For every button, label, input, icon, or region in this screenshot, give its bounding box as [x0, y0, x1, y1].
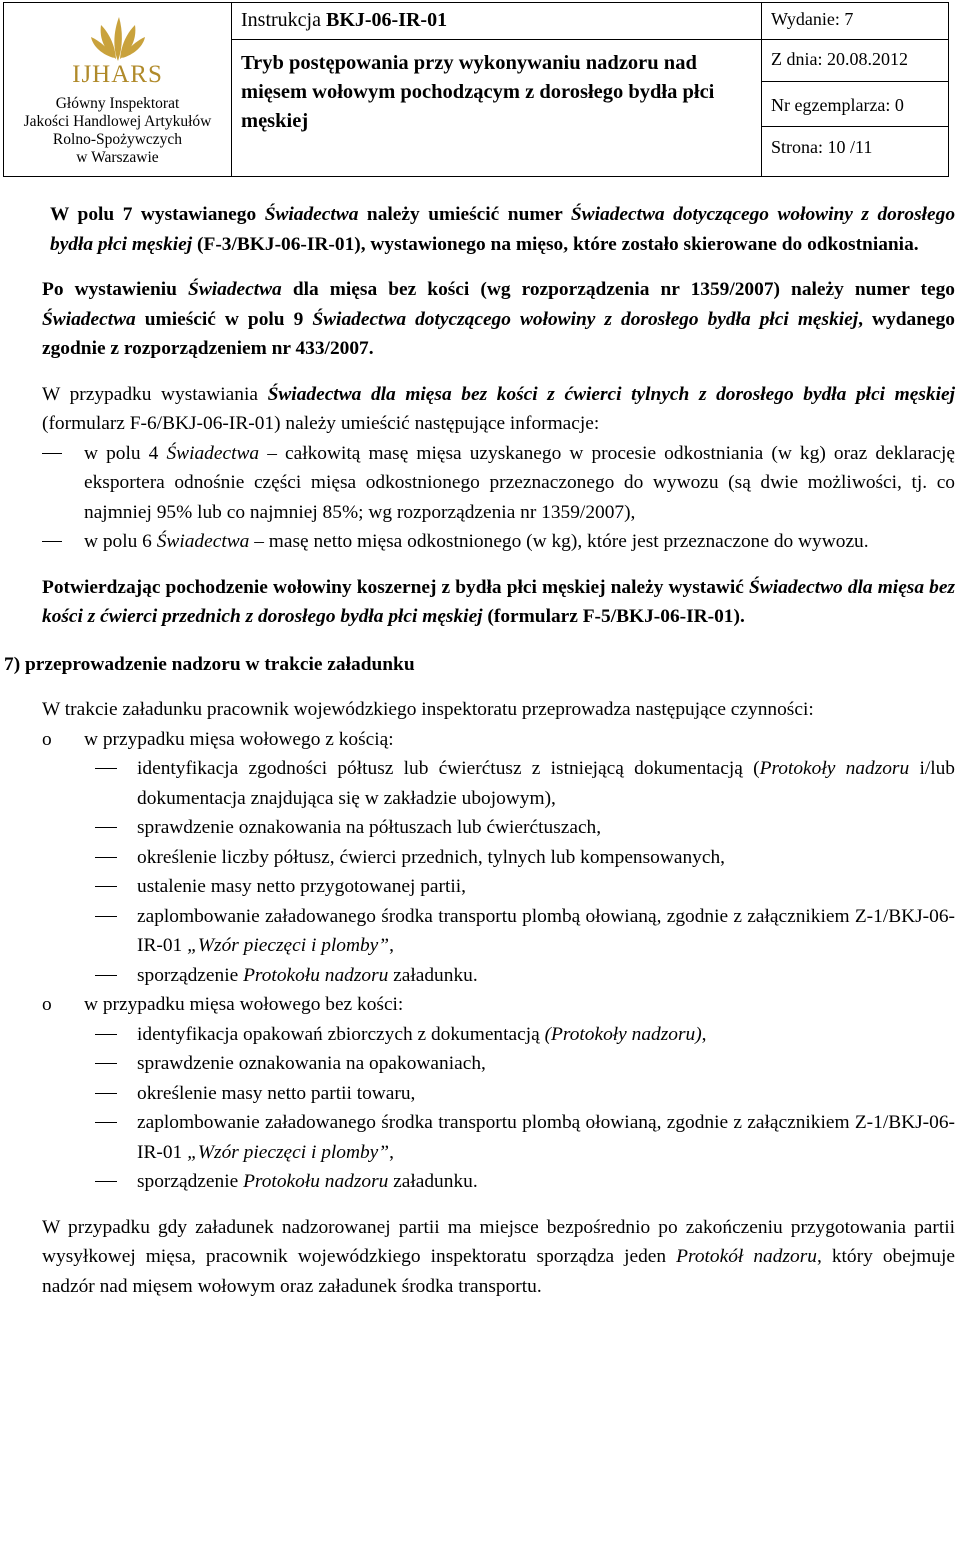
list-item: określenie liczby półtusz, ćwierci przednich, tylnych lub kompensowanych, — [95, 843, 955, 873]
section-7-closing: W przypadku gdy załadunek nadzorowanej partii ma miejsce bezpośrednio po zakończeniu przygotowania partii wysyłkowej mięsa, pracownik wojewódzkiego inspektoratu sporządza jeden Protokół nadzoru, który obejmuje nadzór nad mięsem wołowym oraz załadunek środka transportu. — [42, 1216, 955, 1297]
paragraph-rear-quarters: W przypadku wystawiania Świadectwa dla mięsa bez kości z ćwierci tylnych z dorosłego bydła płci męskiej (formularz F-6/BKJ-06-IR-01) należy umieścić następujące informacje: — [42, 383, 955, 434]
page-number: Strona: 10 /11 — [771, 137, 873, 157]
list-item: identyfikacja opakowań zbiorczych z dokumentacją (Protokoły nadzoru), — [95, 1020, 955, 1050]
list-item: o w przypadku mięsa wołowego z kością: — [42, 728, 394, 750]
list-item: sporządzenie Protokołu nadzoru załadunku. — [95, 1167, 955, 1197]
document-body — [4, 200, 956, 1301]
logo-wordmark: IJHARS — [72, 61, 163, 88]
section-7-intro: W trakcie załadunku pracownik wojewódzkiego inspektoratu przeprowadza następujące czynności: — [42, 699, 814, 720]
section-7-title: 7) przeprowadzenie nadzoru w trakcie załadunku — [4, 653, 415, 675]
list-item: sprawdzenie oznakowania na półtuszach lub ćwierćtuszach, — [95, 813, 955, 843]
paragraph-kosher: Potwierdzając pochodzenie wołowiny koszernej z bydła płci męskiej należy wystawić Świadectwo dla mięsa bez kości z ćwierci przednich z dorosłego bydła płci męskiej (formularz F-5/BKJ-06-IR-01). — [42, 576, 955, 627]
instruction-number: Instrukcja BKJ-06-IR-01 — [241, 9, 448, 31]
bone-in-list — [95, 754, 955, 990]
list-item: sprawdzenie oznakowania na opakowaniach, — [95, 1049, 955, 1079]
copy-number: Nr egzemplarza: 0 — [771, 95, 904, 115]
list-item: w polu 6 Świadectwa – masę netto mięsa odkostnionego (w kg), które jest przeznaczone do wywozu. — [42, 527, 955, 557]
paragraph-field-9: Po wystawieniu Świadectwa dla mięsa bez kości (wg rozporządzenia nr 1359/2007) należy numer tego Świadectwa umieścić w polu 9 Świadectwa dotyczącego wołowiny z dorosłego bydła płci męskiej, wydanego zgodnie z rozporządzeniem nr 433/2007. — [42, 279, 955, 359]
logo-cell — [4, 3, 231, 176]
document-title: Tryb postępowania przy wykonywaniu nadzoru nad mięsem wołowym pochodzącym z dorosłego bydła płci męskiej — [241, 52, 715, 132]
edition: Wydanie: 7 — [771, 9, 854, 29]
list-item: ustalenie masy netto przygotowanej partii, — [95, 872, 955, 902]
organization-name: Główny Inspektorat Jakości Handlowej Artykułów Rolno-Spożywczych w Warszawie — [23, 95, 212, 166]
list-item: w polu 4 Świadectwa – całkowitą masę mięsa uzyskanego w procesie odkostniania (w kg) oraz deklarację eksportera odnośnie części mięsa odkostnionego przeznaczonego do wywozu (są dwie możliwości, tj. co najmniej 95% lub co najmniej 85%; wg rozporządzenia nr 1359/2007), — [42, 439, 955, 528]
list-item: zaplombowanie załadowanego środka transportu plombą ołowianą, zgodnie z załącznikiem Z-1/BKJ-06-IR-01 „Wzór pieczęci i plomby”, — [95, 1108, 955, 1167]
issue-date: Z dnia: 20.08.2012 — [771, 49, 908, 69]
document-header — [3, 2, 949, 177]
list-item: określenie masy netto partii towaru, — [95, 1079, 955, 1109]
paragraph-field-7: W polu 7 wystawianego Świadectwa należy umieścić numer Świadectwa dotyczącego wołowiny z dorosłego bydła płci męskiej (F-3/BKJ-06-IR-01), wystawionego na mięso, które zostało skierowane do odkostniania. — [50, 204, 956, 255]
wheat-logo-icon — [83, 11, 153, 63]
boneless-list — [95, 1020, 955, 1197]
list-item: sporządzenie Protokołu nadzoru załadunku. — [95, 961, 955, 991]
list-item: zaplombowanie załadowanego środka transportu plombą ołowianą, zgodnie z załącznikiem Z-1/BKJ-06-IR-01 „Wzór pieczęci i plomby”, — [95, 902, 955, 961]
list-item: o w przypadku mięsa wołowego bez kości: — [42, 994, 404, 1015]
list-item: identyfikacja zgodności półtusz lub ćwierćtusz z istniejącą dokumentacją (Protokoły nadzoru i/lub dokumentacja znajdująca się w zakładzie ubojowym), — [95, 754, 955, 813]
